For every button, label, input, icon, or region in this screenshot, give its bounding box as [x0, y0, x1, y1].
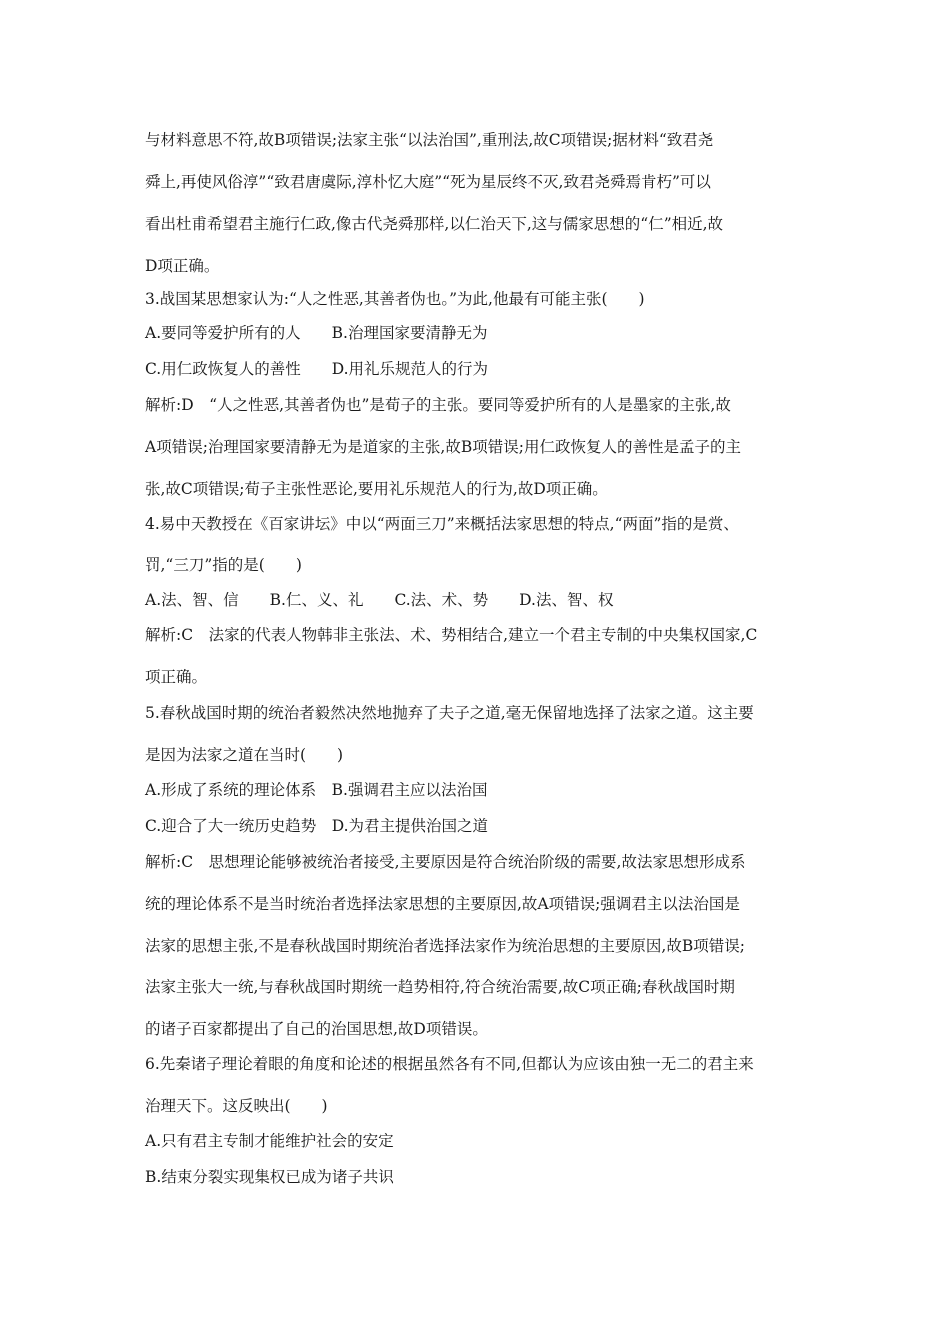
- text-line: 项正确。: [145, 668, 208, 686]
- text-line: 治理天下。这反映出( ): [145, 1097, 328, 1115]
- text-line: 统的理论体系不是当时统治者选择法家思想的主要原因,故A项错误;强调君主以法治国是: [145, 895, 740, 913]
- options-cd: C.用仁政恢复人的善性 D.用礼乐规范人的行为: [145, 360, 489, 378]
- options-ab: A.形成了系统的理论体系 B.强调君主应以法治国: [145, 781, 488, 799]
- analysis: 解析:D “人之性恶,其善者伪也”是荀子的主张。要同等爱护所有的人是墨家的主张,故: [145, 396, 731, 414]
- text-line: 法家的思想主张,不是春秋战国时期统治者选择法家作为统治思想的主要原因,故B项错误;: [145, 937, 745, 955]
- question-5: 5.春秋战国时期的统治者毅然决然地抛弃了夫子之道,毫无保留地选择了法家之道。这主要: [145, 704, 754, 722]
- text-line: 张,故C项错误;荀子主张性恶论,要用礼乐规范人的行为,故D项正确。: [145, 480, 608, 498]
- text-line: 看出杜甫希望君主施行仁政,像古代尧舜那样,以仁治天下,这与儒家思想的“仁”相近,故: [145, 215, 724, 233]
- question-6: 6.先秦诸子理论着眼的角度和论述的根据虽然各有不同,但都认为应该由独一无二的君主来: [145, 1055, 754, 1073]
- text-line: A项错误;治理国家要清静无为是道家的主张,故B项错误;用仁政恢复人的善性是孟子的主: [145, 438, 741, 456]
- options-ab: A.要同等爱护所有的人 B.治理国家要清静无为: [145, 324, 488, 342]
- question-4: 4.易中天教授在《百家讲坛》中以“两面三刀”来概括法家思想的特点,“两面”指的是赏、: [145, 515, 739, 533]
- text-line: 法家主张大一统,与春秋战国时期统一趋势相符,符合统治需要,故C项正确;春秋战国时期: [145, 978, 735, 996]
- text-line: 是因为法家之道在当时( ): [145, 746, 344, 764]
- text-line: D项正确。: [145, 257, 220, 275]
- text-line: 的诸子百家都提出了自己的治国思想,故D项错误。: [145, 1020, 488, 1038]
- option-b: B.结束分裂实现集权已成为诸子共识: [145, 1168, 394, 1186]
- options-cd: C.迎合了大一统历史趋势 D.为君主提供治国之道: [145, 817, 489, 835]
- option-a: A.只有君主专制才能维护社会的安定: [145, 1132, 394, 1150]
- text-line: 与材料意思不符,故B项错误;法家主张“以法治国”,重刑法,故C项错误;据材料“致君尧: [145, 131, 714, 149]
- text-line: 罚,“三刀”指的是( ): [145, 556, 302, 574]
- text-line: 舜上,再使风俗淳”“致君唐虞际,淳朴忆大庭”“死为星辰终不灭,致君尧舜焉肯朽”可以: [145, 173, 711, 191]
- analysis: 解析:C 思想理论能够被统治者接受,主要原因是符合统治阶级的需要,故法家思想形成系: [145, 853, 746, 871]
- question-3: 3.战国某思想家认为:“人之性恶,其善者伪也。”为此,他最有可能主张( ): [145, 290, 645, 308]
- options: A.法、智、信 B.仁、义、礼 C.法、术、势 D.法、智、权: [145, 591, 614, 609]
- analysis: 解析:C 法家的代表人物韩非主张法、术、势相结合,建立一个君主专制的中央集权国家,C: [145, 626, 758, 644]
